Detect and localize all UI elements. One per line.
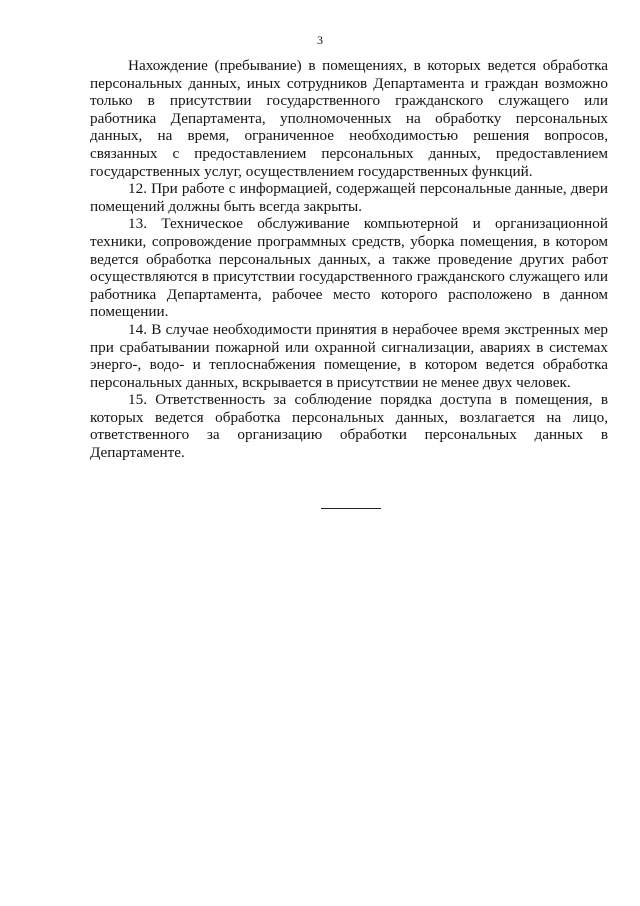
paragraph-14-emergency: 14. В случае необходимости принятия в нерабочее время экстренных мер при срабатывании пожарной или охранной сигнализации, авариях в системах энерго-, водо- и теплоснабжения помещение, в котором ведется обработка персональных данных, вскрывается в присутствии не менее двух человек. — [90, 320, 608, 391]
paragraph-12-doors-closed: 12. При работе с информацией, содержащей персональные данные, двери помещений должны быть всегда закрыты. — [90, 180, 608, 215]
page-number: 3 — [317, 33, 323, 47]
paragraph-15-responsibility: 15. Ответственность за соблюдение порядка доступа в помещения, в которых ведется обработка персональных данных, возлагается на лицо, ответственного за организацию обработки персональных данных в Департаменте. — [90, 391, 608, 462]
end-separator-line — [321, 508, 381, 509]
paragraph-access-conditions: Нахождение (пребывание) в помещениях, в которых ведется обработка персональных данных, иных сотрудников Департамента и граждан возможно только в присутствии государственного гражданского служащего или работника Департамента, уполномоченных на обработку персональных данных, на время, ограниченное необходимостью решения вопросов, связанных с предоставлением персональных данных, предоставлением государственных услуг, осуществлением государственных функций. — [90, 57, 608, 180]
document-body — [90, 57, 608, 462]
paragraph-13-maintenance: 13. Техническое обслуживание компьютерной и организационной техники, сопровождение программных средств, уборка помещения, в котором ведется обработка персональных данных, а также проведение других работ осуществляются в присутствии государственного гражданского служащего или работника Департамента, рабочее место которого расположено в данном помещении. — [90, 215, 608, 321]
